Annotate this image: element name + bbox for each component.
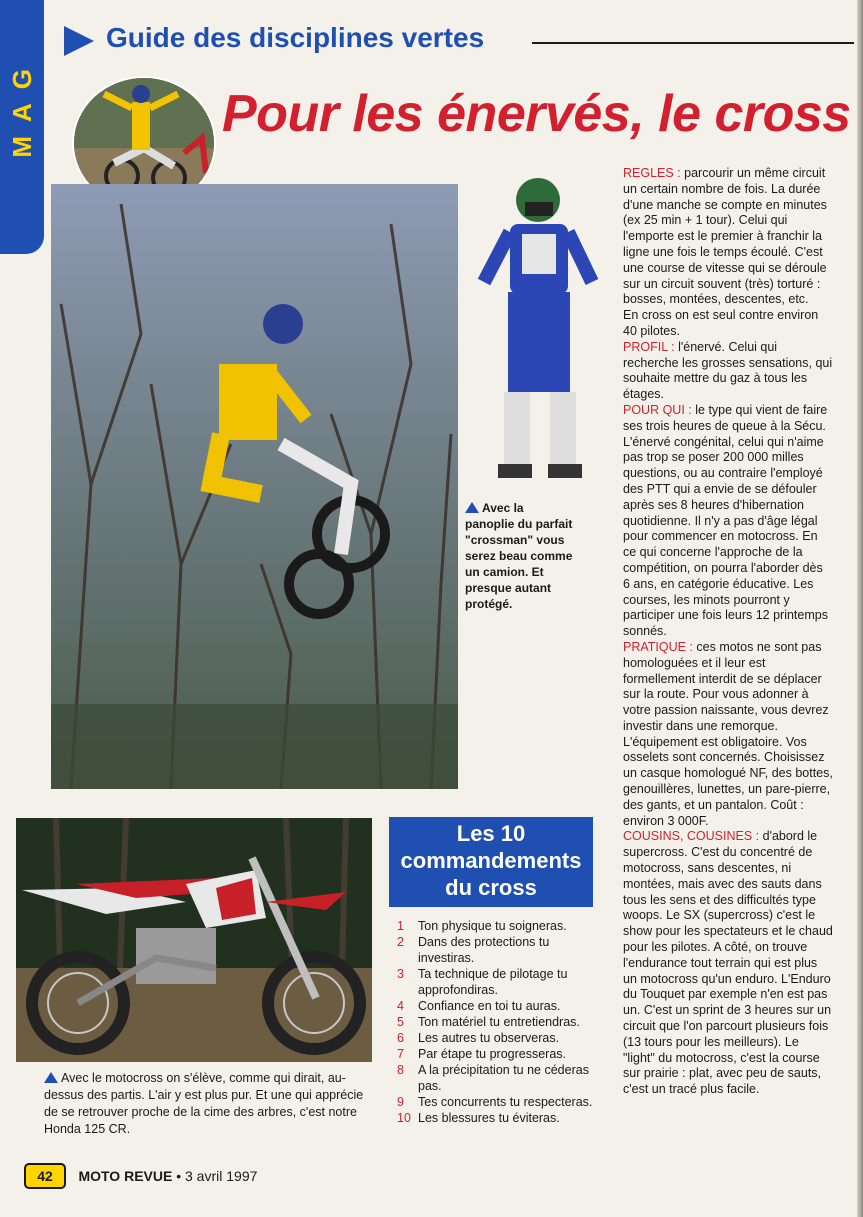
paragraph-profil: PROFIL : l'énervé. Celui qui recherche les grosses sensations, qui souhaite mettre du gaz à tous les étages. [623, 339, 833, 402]
list-item: 4 Confiance en toi tu auras. [397, 999, 561, 1013]
side-tab [0, 0, 44, 254]
list-item: 9 Tes concurrents tu respecteras. [397, 1095, 593, 1109]
rider-standing-photo [470, 172, 610, 482]
header-rule [532, 42, 854, 44]
honda-bike-photo [16, 818, 372, 1062]
list-item: 6 Les autres tu observeras. [397, 1031, 560, 1045]
issue-date: • 3 avril 1997 [172, 1168, 258, 1184]
list-item: 7 Par étape tu progresseras. [397, 1047, 566, 1061]
section-title: Guide des disciplines vertes [106, 22, 485, 53]
commandments-title-line3: du cross [445, 875, 537, 900]
list-item: 3 Ta technique de pilotage tu approfondiras. [397, 967, 568, 997]
triangle-marker-icon [465, 502, 479, 513]
list-item: 8 A la précipitation tu ne céderas pas. [397, 1063, 589, 1093]
page-footer [24, 1163, 257, 1189]
jump-photo [51, 184, 458, 789]
paragraph-pour-qui: POUR QUI : le type qui vient de faire ses trois heures de queue à la Sécu. L'énervé congénital, celui qui n'aime pas trop se poser 200 000 milles questions, ou au contraire l'employé des PTT qui a envie de se défouler après ses 8 heures d'hibernation quotidienne. Il n'y a pas d'âge légal pour commencer en motocross. En ce qui concerne l'approche de la compétition, on pourra l'aborder dès 6 ans, en catégorie éducative. Les courses, les minots pourront y participer une fois leurs 12 printemps sonnés. [623, 402, 828, 639]
play-arrow-icon [64, 26, 94, 56]
commandments-title-line2: commandements [400, 848, 582, 873]
list-item: 10 Les blessures tu éviteras. [397, 1111, 560, 1125]
paragraph-cousins: COUSINS, COUSINES : d'abord le supercross. C'est du concentré de motocross, sans descentes, ni montées, mais avec des sauts dans tous les sens et des difficultés type woops. Le SX (supercross) c'est le show pour les spectateurs et le chaud pour les pilotes. A côté, on trouve l'endurance tout terrain qui est plus un motocross qu'un enduro. L'Enduro du Touquet par exemple n'en est pas un. C'est un sprint de 3 heures sur un circuit que l'on parcourt plusieurs fois (13 tours pour les meilleurs). Le "light" du motocross, c'est la course sur prairie : plat, avec peu de sauts, c'est un tracé plus facile. [623, 829, 833, 1097]
paragraph-pratique: PRATIQUE : ces motos ne sont pas homologuées et il leur est formellement interdit de se déplacer sur la route. Pour vous adonner à votre passion naissante, vous devrez investir dans une remorque. L'équipement est obligatoire. Vos osselets sont concernés. Choisissez un casque homologué NF, des bottes, genouillères, lunettes, un pare-pierre, des gants, et un pantalon. Coût : environ 3 000F. [623, 639, 833, 828]
commandments-title-line1: Les 10 [456, 821, 526, 846]
list-item: 5 Ton matériel tu entretiendras. [397, 1015, 580, 1029]
side-tab-label: MAG [7, 55, 37, 158]
paragraph-regles: REGLES : parcourir un même circuit un certain nombre de fois. La durée d'une manche se compte en minutes (ex 25 min + 1 tour). Celui qui l'emporte est le premier à franchir la ligne une fois le temps écoulé. C'est une course de vitesse qui se déroule sur un circuit souvent (très) torturé : bosses, montées, descentes, etc. [623, 166, 827, 307]
bike-photo-caption: Avec le motocross on s'élève, comme qui dirait, au-dessus des partis. L'air y est plus pur. Et une qui apprécie de se retrouver proche de la cime des arbres, c'est notre Honda 125 CR. [44, 1071, 364, 1136]
list-item: 1 Ton physique tu soigneras. [397, 919, 567, 933]
paragraph-seul: En cross on est seul contre environ 40 pilotes. [623, 308, 819, 338]
triangle-marker-icon [44, 1072, 58, 1083]
jump-photo-caption: Avec la panoplie du parfait "crossman" vous serez beau comme un camion. Et presque autant protégé. [465, 501, 573, 611]
article-body [623, 166, 833, 1098]
commandments-title-box [389, 817, 593, 907]
page-number: 42 [24, 1163, 66, 1189]
commandments-list [393, 918, 593, 1126]
magazine-name: MOTO REVUE [78, 1168, 173, 1184]
article-title: Pour les énervés, le cross [222, 85, 851, 143]
section-header [64, 20, 854, 60]
list-item: 2 Dans des protections tu investiras. [397, 935, 550, 965]
page-spine-shadow [857, 0, 863, 1217]
